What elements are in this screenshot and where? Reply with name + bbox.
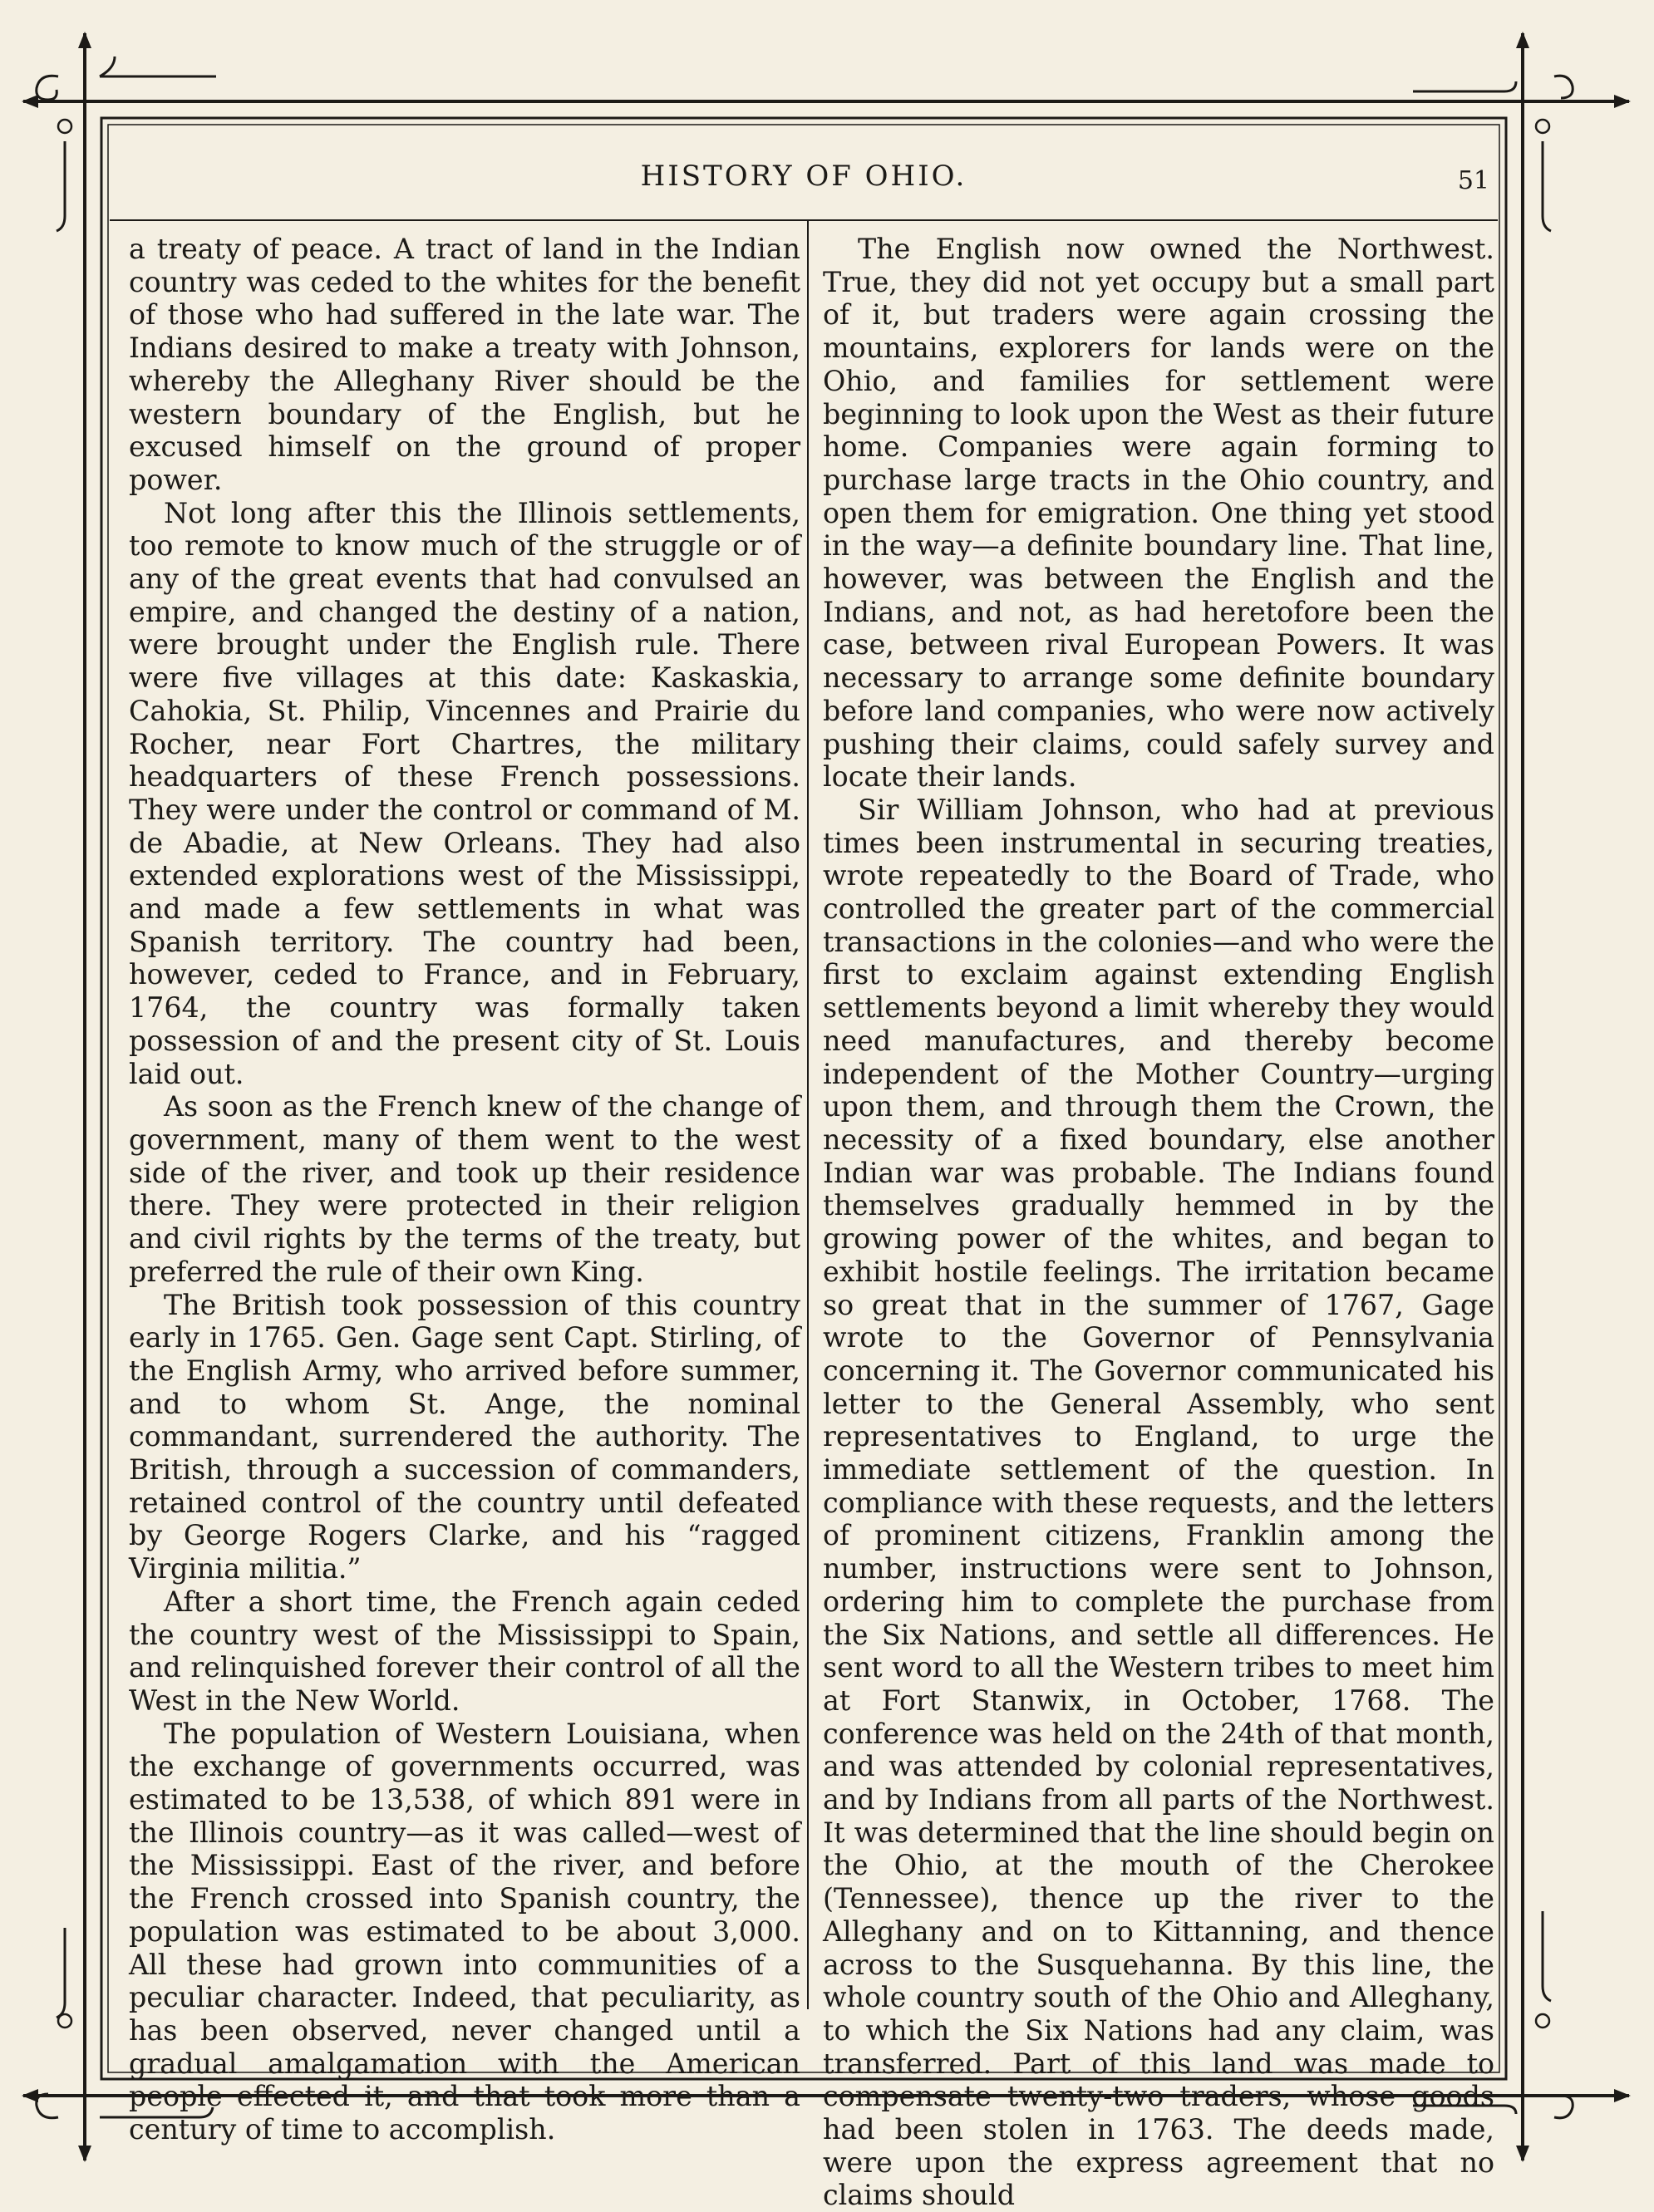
- right-column: [823, 233, 1494, 2212]
- page-header: [110, 156, 1498, 198]
- paragraph: Not long after this the Illinois settlements, too remote to know much of the struggle or of any of the great events that had convulsed an empire, and changed the destiny of a nation, were brought under the English rule. There were five villages at this date: Kaskaskia, Cahokia, St. Philip, Vincennes and Prairie du Rocher, near Fort Chartres, the military headquarters of these French possessions. They were under the control or command of M. de Abadie, at New Orleans. They had also extended explorations west of the Mississippi, and made a few settlements in what was Spanish territory. The country had been, however, ceded to France, and in February, 1764, the country was formally taken possession of and the present city of St. Louis laid out.: [129, 496, 800, 1090]
- paragraph: The English now owned the Northwest. True, they did not yet occupy but a small part of it, but traders were again crossing the mountains, explorers for lands were on the Ohio, and families for settlement were beginning to look upon the West as their future home. Companies were again forming to purchase large tracts in the Ohio country, and open them for emigration. One thing yet stood in the way—a definite boundary line. That line, however, was between the English and the Indians, and not, as had heretofore been the case, between rival European Powers. It was necessary to arrange some definite boundary before land companies, who were now actively pushing their claims, could safely survey and locate their lands.: [823, 233, 1494, 794]
- paragraph: As soon as the French knew of the change of government, many of them went to the west side of the river, and took up their residence there. They were protected in their religion and civil rights by the terms of the treaty, but preferred the rule of their own King.: [129, 1090, 800, 1288]
- paragraph: The British took possession of this country early in 1765. Gen. Gage sent Capt. Stirling, of the English Army, who arrived before summer, and to whom St. Ange, the nominal commandant, surrendered the authority. The British, through a succession of commanders, retained control of the country until defeated by George Rogers Clarke, and his “ragged Virginia militia.”: [129, 1288, 800, 1585]
- page-number: 51: [1457, 166, 1489, 195]
- left-column: [129, 233, 800, 2146]
- paragraph: a treaty of peace. A tract of land in the Indian country was ceded to the whites for the benefit of those who had suffered in the late war. The Indians desired to make a treaty with Johnson, whereby the Alleghany River should be the western boundary of the English, but he excused himself on the ground of proper power.: [129, 233, 800, 496]
- paragraph: The population of Western Louisiana, when the exchange of governments occurred, was estimated to be 13,538, of which 891 were in the Illinois country—as it was called—west of the Mississippi. East of the river, and before the French crossed into Spanish country, the population was estimated to be about 3,000. All these had grown into communities of a peculiar character. Indeed, that peculiarity, as has been observed, never changed until a gradual amalgamation with the American people effected it, and that took more than a century of time to accomplish.: [129, 1717, 800, 2146]
- running-title: HISTORY OF OHIO.: [640, 160, 967, 193]
- paragraph: After a short time, the French again ceded the country west of the Mississippi to Spain, and relinquished forever their control of all the West in the New World.: [129, 1585, 800, 1717]
- paragraph: Sir William Johnson, who had at previous times been instrumental in securing treaties, wrote repeatedly to the Board of Trade, who controlled the greater part of the commercial transactions in the colonies—and who were the first to exclaim against extending English settlements beyond a limit whereby they would need manufactures, and thereby become independent of the Mother Country—urging upon them, and through them the Crown, the necessity of a fixed boundary, else another Indian war was probable. The Indians found themselves gradually hemmed in by the growing power of the whites, and began to exhibit hostile feelings. The irritation became so great that in the summer of 1767, Gage wrote to the Governor of Pennsylvania concerning it. The Governor communicated his letter to the General Assembly, who sent representatives to England, to urge the immediate settlement of the question. In compliance with these requests, and the letters of prominent citizens, Franklin among the number, instructions were sent to Johnson, ordering him to complete the purchase from the Six Nations, and settle all differences. He sent word to all the Western tribes to meet him at Fort Stanwix, in October, 1768. The conference was held on the 24th of that month, and was attended by colonial representatives, and by Indians from all parts of the Northwest. It was determined that the line should begin on the Ohio, at the mouth of the Cherokee (Tennessee), thence up the river to the Alleghany and on to Kittanning, and thence across to the Susquehanna. By this line, the whole country south of the Ohio and Alleghany, to which the Six Nations had any claim, was transferred. Part of this land was made to compensate twenty-two traders, whose goods had been stolen in 1763. The deeds made, were upon the express agreement that no claims should: [823, 793, 1494, 2212]
